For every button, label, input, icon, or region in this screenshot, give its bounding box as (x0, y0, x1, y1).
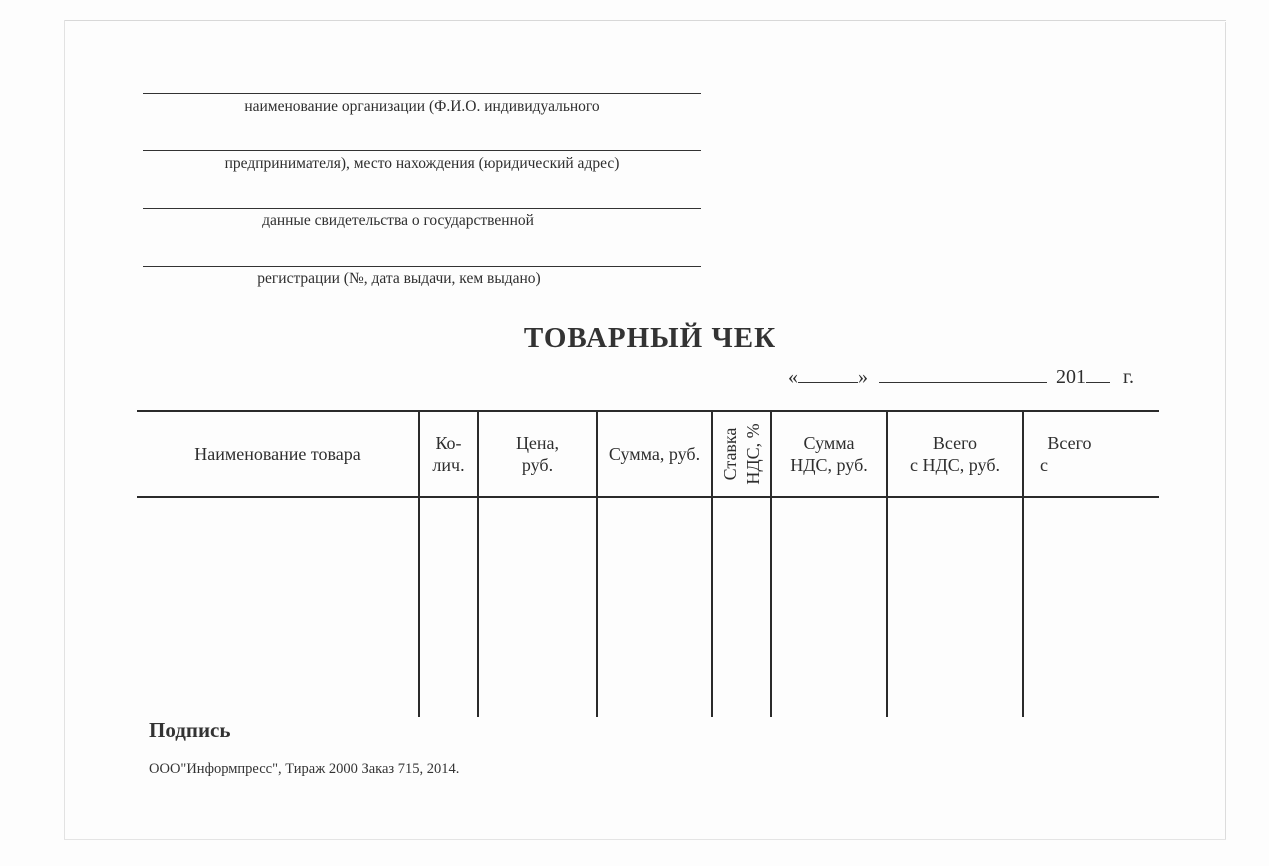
column-header-product-name: Наименование товара (194, 444, 361, 464)
caption-registration: регистрации (№, дата выдачи, кем выдано) (257, 270, 541, 287)
fill-line-certificate (143, 208, 701, 209)
date-close-quote: » (858, 366, 868, 388)
table-header-border (137, 496, 1159, 498)
fill-line-entrepreneur (143, 150, 701, 151)
date-line (788, 366, 1134, 389)
fill-line-organization (143, 93, 701, 94)
column-header-total-with-vat: Всего с НДС, руб. (910, 433, 1000, 475)
column-header-quantity: Ко- лич. (432, 433, 465, 475)
day-blank (798, 366, 858, 383)
date-open-quote: « (788, 366, 798, 388)
caption-entrepreneur: предпринимателя), место нахождения (юридический адрес) (224, 155, 620, 172)
sheet-edge (64, 20, 1226, 21)
year-blank (1086, 366, 1110, 383)
signature-label: Подпись (149, 718, 231, 742)
column-header-vat-sum: Сумма НДС, руб. (790, 433, 868, 475)
printer-imprint: ООО"Информпресс", Тираж 2000 Заказ 715, 2014. (149, 761, 460, 777)
caption-organization: наименование организации (Ф.И.О. индивидуального (244, 98, 600, 115)
column-header-sum: Сумма, руб. (608, 444, 701, 464)
fill-line-registration (143, 266, 701, 267)
year-suffix: г. (1123, 366, 1134, 388)
column-header-vat-rate: Ставка НДС, % (719, 423, 763, 485)
column-header-total: Всего с (1040, 433, 1092, 475)
sheet-edge (1225, 22, 1226, 840)
caption-certificate: данные свидетельства о государственной (262, 212, 534, 229)
sheet-edge (64, 839, 1226, 840)
sheet-edge (64, 20, 65, 840)
column-header-price: Цена, руб. (515, 433, 560, 475)
month-blank (879, 366, 1047, 383)
document-title: ТОВАРНЫЙ ЧЕК (523, 322, 777, 354)
year-prefix: 201 (1056, 366, 1086, 388)
